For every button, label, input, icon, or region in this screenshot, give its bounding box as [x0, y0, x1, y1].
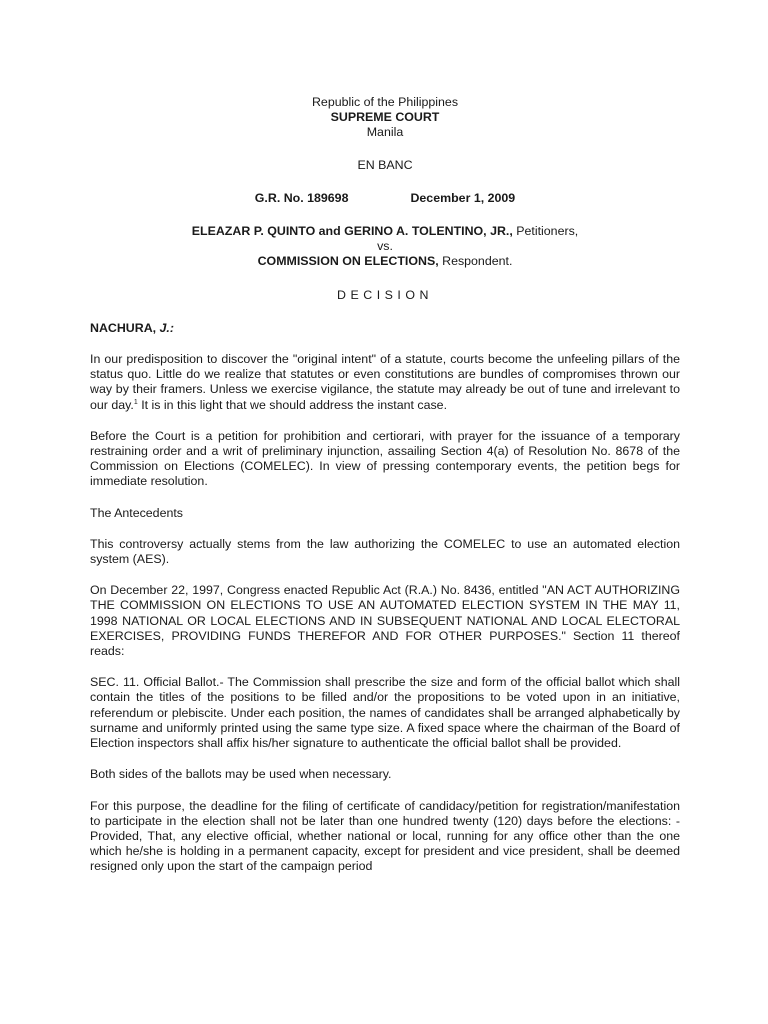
- paragraph-4: On December 22, 1997, Congress enacted Republic Act (R.A.) No. 8436, entitled "AN ACT AUTHORIZING THE COMMISSION ON ELECTIONS TO USE AN AUTOMATED ELECTION SYSTEM IN THE MAY 11, 1998 NATIONAL OR LOCAL ELECTIONS AND IN SUBSEQUENT NATIONAL AND LOCAL ELECTORAL EXERCISES, PROVIDING FUNDS THEREFOR AND FOR OTHER PURPOSES." Section 11 thereof reads:: [90, 583, 680, 659]
- versus-line: vs.: [377, 239, 393, 254]
- paragraph-2: Before the Court is a petition for prohibition and certiorari, with prayer for the issuance of a temporary restraining order and a writ of preliminary injunction, assailing Section 4(a) of Resolution No. 8678 of the Commission on Elections (COMELEC). In view of pressing contemporary events, the petition begs for immediate resolution.: [90, 428, 680, 489]
- decision-date: December 1, 2009: [410, 190, 516, 205]
- paragraph-6: Both sides of the ballots may be used when necessary.: [90, 767, 392, 782]
- footnote-ref-1[interactable]: 1: [133, 398, 138, 406]
- ponente-title: J.:: [159, 320, 174, 335]
- case-caption: [90, 95, 680, 141]
- paragraph-1-text: In our predisposition to discover the "original intent" of a statute, courts become the unfeeling pillars of the status quo. Little do we realize that statutes or even constitutions are bundles of compromises thrown our way by their framers. Unless we exercise vigilance, the statute may already be out of tune and irrelevant to our day.: [90, 352, 680, 412]
- paragraph-3: This controversy actually stems from the law authorizing the COMELEC to use an automated election system (AES).: [90, 536, 680, 567]
- paragraph-7: For this purpose, the deadline for the filing of certificate of candidacy/petition for registration/manifestation to participate in the election shall not be later than one hundred twenty (120) days before the elections: - Provided, That, any elective official, whether national or local, running for any office other than the one which he/she is holding in a permanent capacity, except for president and vice president, shall be deemed resigned only upon the start of the campaign period: [90, 798, 680, 874]
- court-name: SUPREME COURT: [330, 110, 440, 125]
- division-label: EN BANC: [357, 157, 413, 172]
- court-city: Manila: [366, 125, 404, 140]
- decision-title: DECISION: [337, 287, 433, 302]
- republic-line: Republic of the Philippines: [311, 95, 459, 109]
- respondent-role: Respondent.: [438, 254, 513, 269]
- paragraph-1-tail: It is in this light that we should address the instant case.: [137, 397, 448, 412]
- respondent-name: COMMISSION ON ELECTIONS,: [257, 254, 439, 269]
- ponente-name: NACHURA,: [90, 320, 160, 335]
- ponente-line: [90, 321, 680, 336]
- case-number-line: [90, 191, 680, 206]
- paragraph-5: SEC. 11. Official Ballot.- The Commission shall prescribe the size and form of the official ballot which shall contain the titles of the positions to be filled and/or the propositions to be voted upon in an initiative, referendum or plebiscite. Under each position, the names of candidates shall be arranged alphabetically by surname and uniformly printed using the same type size. A fixed space where the chairman of the Board of Election inspectors shall affix his/her signature to authenticate the official ballot shall be provided.: [90, 675, 680, 751]
- paragraph-1: [90, 352, 680, 413]
- gr-number: G.R. No. 189698: [254, 190, 349, 205]
- petitioners-names: ELEAZAR P. QUINTO and GERINO A. TOLENTINO, JR.,: [191, 224, 513, 239]
- parties-block: [90, 224, 680, 270]
- section-heading-antecedents: The Antecedents: [90, 505, 183, 520]
- petitioners-line: [90, 224, 680, 239]
- petitioners-role: Petitioners,: [512, 224, 579, 239]
- respondent-line: [90, 254, 680, 269]
